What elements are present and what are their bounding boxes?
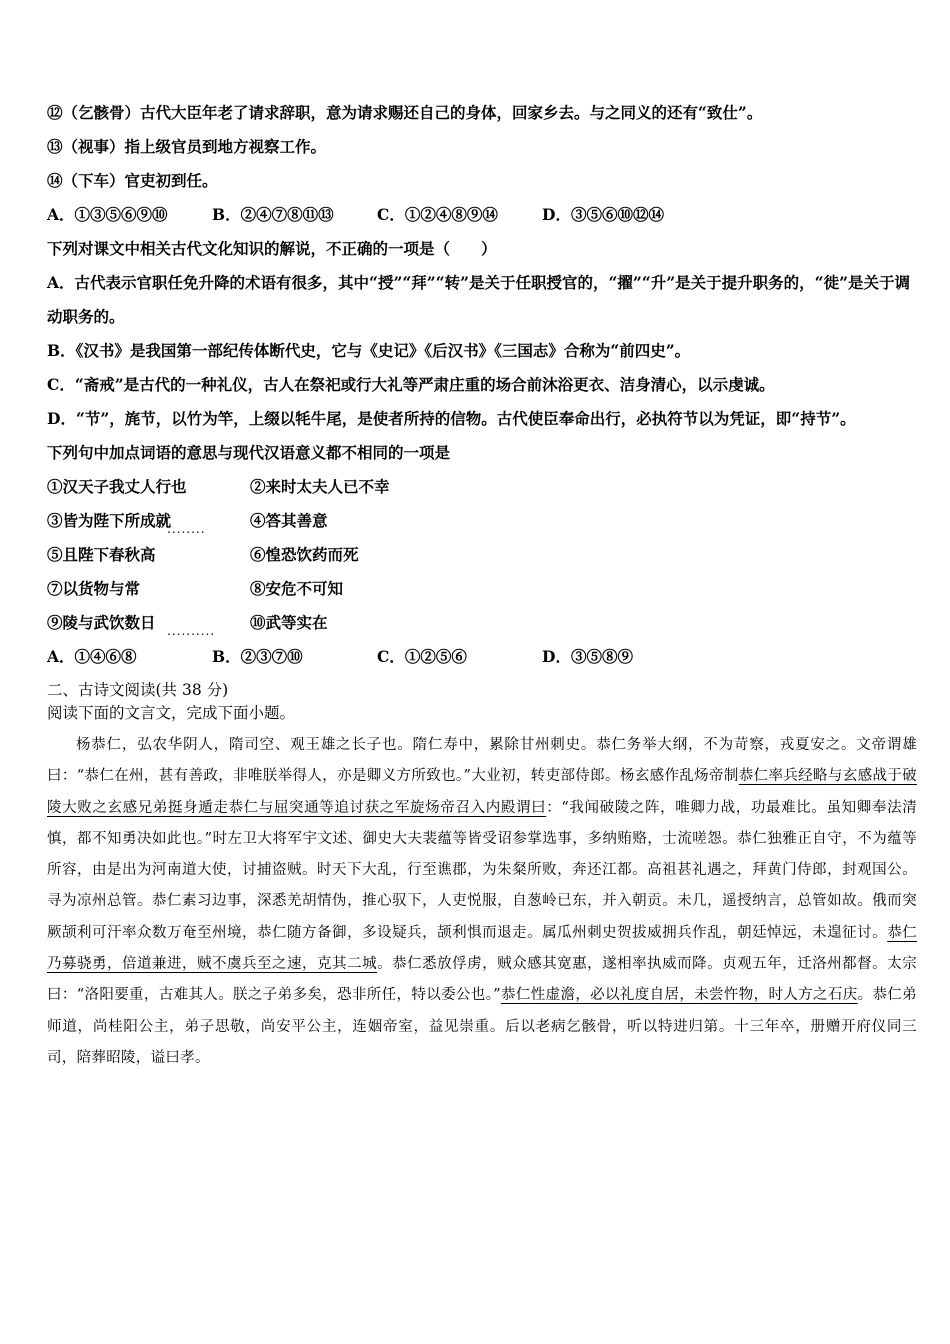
q1-options	[47, 198, 917, 232]
q1-option-c[interactable]: C．①②④⑧⑨⑭	[377, 205, 498, 224]
q3-item-8: ⑧安危不可知	[250, 579, 344, 598]
note-14: ⑭（下车）官吏初到任。	[47, 171, 218, 190]
q3-option-a[interactable]: A．①④⑥⑧	[47, 647, 137, 666]
q1-option-d[interactable]: D．③⑤⑥⑩⑫⑭	[542, 205, 664, 224]
q3-option-d[interactable]: D．③⑤⑧⑨	[542, 647, 633, 666]
passage-underlined-1: 恭仁率兵经略与玄感战于破陵大败之玄感兄弟挺身遁走恭仁与屈突通等追讨获之军旋炀帝召入内殿谓曰	[47, 768, 917, 816]
note-13: ⑬（视事）指上级官员到地方视察工作。	[47, 137, 327, 156]
passage-part-5: 。恭仁悉放俘虏，贼众感其宽惠，遂相率执威而降。贞观五年，迁洛州都督。太宗曰：“洛阳要重，古难其人。朕之子弟多矣，恐非所任，特以委公也。”	[47, 956, 917, 1004]
q3-row-1	[47, 470, 917, 504]
note-12: ⑫（乞骸骨）古代大臣年老了请求辞职，意为请求赐还自己的身体，回家乡去。与之同义的还有“致仕”。	[47, 103, 763, 122]
q3-item-1: ①汉天子我丈人行也	[47, 477, 187, 496]
q3-stem: 下列句中加点词语的意思与现代汉语意义都不相同的一项是	[47, 443, 451, 462]
document-page	[47, 96, 917, 1074]
q3-item-10: ⑩武等实在	[250, 613, 328, 632]
passage-underlined-3: 恭仁性虚澹，必以礼度自居，未尝忤物，时人方之石庆	[500, 987, 858, 1004]
q2-option-d[interactable]: D．“节”，旄节，以竹为竿，上缀以牦牛尾，是使者所持的信物。古代使臣奉命出行，必执符节以为凭证，即“持节”。	[47, 409, 856, 428]
emphasis-dots: ..........	[167, 624, 216, 638]
q1-option-b[interactable]: B．②④⑦⑧⑪⑬	[212, 205, 334, 224]
q3-item-4: ④答其善意	[250, 511, 328, 530]
q3-row-3	[47, 538, 917, 572]
emphasis-dots: ........	[167, 522, 206, 536]
q2-option-b[interactable]: B．《汉书》是我国第一部纪传体断代史，它与《史记》《后汉书》《三国志》合称为“前四史”。	[47, 341, 691, 360]
q3-item-2: ②来时太夫人已不幸	[250, 477, 390, 496]
q3-row-2	[47, 504, 917, 538]
q2-stem: 下列对课文中相关古代文化知识的解说，不正确的一项是（ ）	[47, 239, 497, 258]
q3-item-3: ③皆为陛下所成就	[47, 511, 172, 530]
section-title: 二、古诗文阅读(共 38 分)	[47, 681, 229, 699]
passage-underlined-2: 恭仁乃募骁勇，倍道兼进，贼不虞兵至之速，克其二城	[47, 924, 917, 973]
q3-item-9: ⑨陵与武饮数日	[47, 613, 156, 632]
q3-item-3-wrap	[47, 504, 250, 538]
section-intro: 阅读下面的文言文，完成下面小题。	[47, 704, 296, 722]
q3-item-9-wrap	[47, 606, 250, 640]
q3-item-5: ⑤且陛下春秋高	[47, 545, 156, 564]
q3-option-b[interactable]: B．②③⑦⑩	[212, 647, 303, 666]
q2-option-c[interactable]: C．“斋戒”是古代的一种礼仪，古人在祭祀或行大礼等严肃庄重的场合前沐浴更衣、洁身清心，以示虔诚。	[47, 375, 775, 394]
q3-item-6: ⑥惶恐饮药而死	[250, 545, 359, 564]
q3-item-7: ⑦以货物与常	[47, 579, 141, 598]
passage-part-7: 。恭仁弟师道，尚桂阳公主，弟子思敬，尚安平公主，连姻帝室，益见崇重。后以老病乞骸骨，听以特进归第。十三年卒，册赠开府仪同三司，陪葬昭陵，谥曰孝。	[47, 987, 917, 1066]
classical-passage	[47, 730, 917, 1074]
passage-part-3: ：“我闻破陵之阵，唯卿力战，功最难比。虽知卿奉法清慎，都不知勇决如此也。”时左卫大将军宇文述、御史大夫裴蕴等皆受诏参掌选事，多纳贿赂，士流嗟怨。恭仁独雅正自守，不为蕴等所容，由是出为河南道大使，讨捕盗贼。时天下大乱，行至谯郡，为朱粲所败，奔还江都。高祖甚礼遇之，拜黄门侍郎，封观国公。寻为凉州总管。恭仁素习边事，深悉羌胡情伪，推心驭下，人吏悦服，自葱岭已东，并入朝贡。未几，遥授纳言，总管如故。俄而突厥颉利可汗率众数万奄至州境，恭仁随方备御，多设疑兵，颉利惧而退走。属瓜州刺史贺拔威拥兵作乱，朝廷悼远，未遑征讨。	[47, 799, 917, 941]
q3-row-4	[47, 572, 917, 606]
q3-row-5	[47, 606, 917, 640]
q3-option-c[interactable]: C．①②⑤⑥	[377, 647, 467, 666]
q1-option-a[interactable]: A．①③⑤⑥⑨⑩	[47, 205, 168, 224]
passage-part-1: 杨恭仁，弘农华阴人，隋司空、观王雄之长子也。隋仁寿中，累除甘州刺史。恭仁务举大纲，不为苛察，戎夏安之。文帝谓雄曰：“恭仁在州，甚有善政，非唯朕举得人，亦是卿义方所致也。”大业初，转吏部侍郎。杨玄感作乱炀帝制	[47, 737, 917, 785]
q2-option-a[interactable]: A．古代表示官职任免升降的术语有很多，其中“授”“拜”“转”是关于任职授官的，“擢”“升”是关于提升职务的，“徙”是关于调动职务的。	[47, 273, 911, 326]
